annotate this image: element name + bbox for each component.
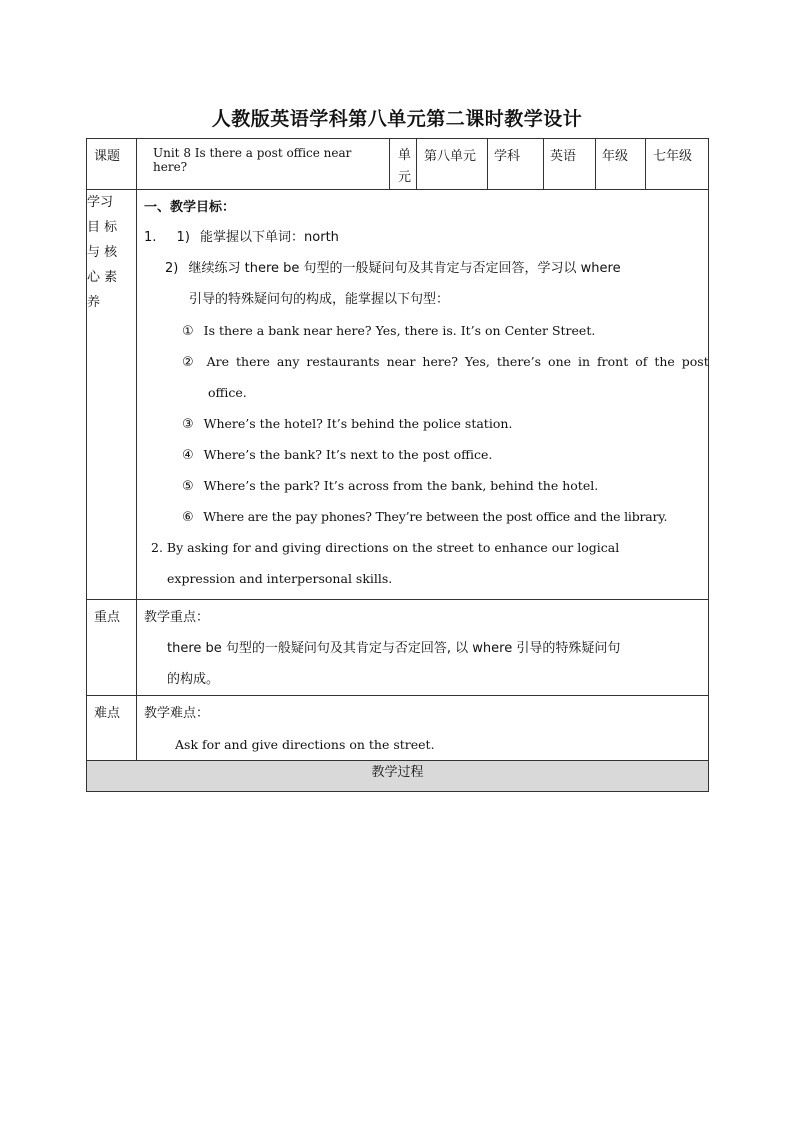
unit-label: [390, 139, 417, 190]
objectives-row: [87, 190, 709, 600]
lesson-plan-table: [86, 138, 709, 792]
sentence-text: Where are the pay phones? They’re between the post office and the library.: [203, 509, 668, 524]
objective-item-2-english: 2. By asking for and giving directions on the street to enhance our logical: [151, 540, 620, 555]
objectives-label-line: 养: [87, 295, 101, 310]
key-points-content: [137, 600, 709, 696]
process-label: 教学过程: [87, 761, 709, 792]
header-row: [87, 139, 709, 190]
item-subnumber: 2): [165, 261, 179, 276]
grade-value: 七年级: [646, 139, 709, 190]
sentence-item: [144, 501, 701, 532]
key-points-label: 重点: [87, 600, 137, 696]
subject-label: 学科: [488, 139, 544, 190]
sentence-mark: ③: [182, 417, 194, 432]
difficulties-label: 难点: [87, 696, 137, 761]
sentence-item: [144, 439, 701, 470]
topic-label: 课题: [87, 139, 137, 190]
sentence-text: Where’s the park? It’s across from the bank, behind the hotel.: [203, 478, 599, 493]
difficulties-heading: 教学难点：: [144, 706, 210, 721]
grade-label: 年级: [596, 139, 646, 190]
sentence-text: Where’s the bank? It’s next to the post office.: [203, 447, 493, 462]
key-points-heading: 教学重点：: [144, 610, 210, 625]
objective-item-2: [144, 253, 701, 284]
difficulties-content: [137, 696, 709, 761]
objectives-label-line: 学习: [87, 195, 114, 210]
objectives-label-line: 目 标: [87, 220, 118, 235]
document-title: 人教版英语学科第八单元第二课时教学设计: [211, 108, 583, 130]
sentence-item: [144, 408, 701, 439]
objectives-label-line: 与 核: [87, 245, 118, 260]
key-points-row: [87, 600, 709, 696]
subject-value: 英语: [544, 139, 596, 190]
key-points-text: there be 句型的一般疑问句及其肯定与否定回答, 以 where 引导的特殊疑问句: [167, 641, 621, 656]
unit-value: 第八单元: [417, 139, 488, 190]
item-number: 1.: [144, 230, 157, 245]
unit-label-line-1: 单: [398, 148, 412, 163]
objectives-content: [137, 190, 709, 600]
sentence-mark: ⑤: [182, 479, 194, 494]
objective-item-2-english-cont: expression and interpersonal skills.: [167, 571, 393, 586]
objectives-label-line: 心 素: [87, 270, 118, 285]
sentence-item: [144, 470, 701, 501]
process-row: [87, 761, 709, 792]
objectives-label: [87, 190, 137, 600]
objective-item-2-cont: 引导的特殊疑问句的构成，能掌握以下句型：: [189, 292, 450, 307]
item-subnumber: 1): [176, 230, 190, 245]
topic-value: Unit 8 Is there a post office near here?: [137, 139, 390, 190]
sentence-mark: ⑥: [182, 510, 194, 525]
sentence-item: [144, 346, 709, 377]
difficulties-text: Ask for and give directions on the street.: [175, 737, 435, 752]
item-text: 能掌握以下单词：north: [200, 230, 339, 245]
sentence-text: Are there any restaurants near here? Yes, there’s one in front of the post: [206, 354, 709, 369]
sentence-mark: ②: [182, 355, 194, 370]
objective-item-1: [144, 222, 701, 253]
sentence-item: [144, 315, 701, 346]
sentence-mark: ①: [182, 324, 194, 339]
sentence-mark: ④: [182, 448, 194, 463]
sentence-text: Where’s the hotel? It’s behind the police station.: [203, 416, 513, 431]
unit-label-line-2: 元: [398, 170, 412, 185]
difficulties-row: [87, 696, 709, 761]
sentence-continuation: office.: [208, 385, 247, 400]
key-points-text-cont: 的构成。: [167, 672, 220, 687]
item-text: 继续练习 there be 句型的一般疑问句及其肯定与否定回答，学习以 where: [188, 261, 621, 276]
objectives-heading: 一、教学目标：: [144, 200, 236, 215]
sentence-text: Is there a bank near here? Yes, there is. It’s on Center Street.: [203, 323, 596, 338]
